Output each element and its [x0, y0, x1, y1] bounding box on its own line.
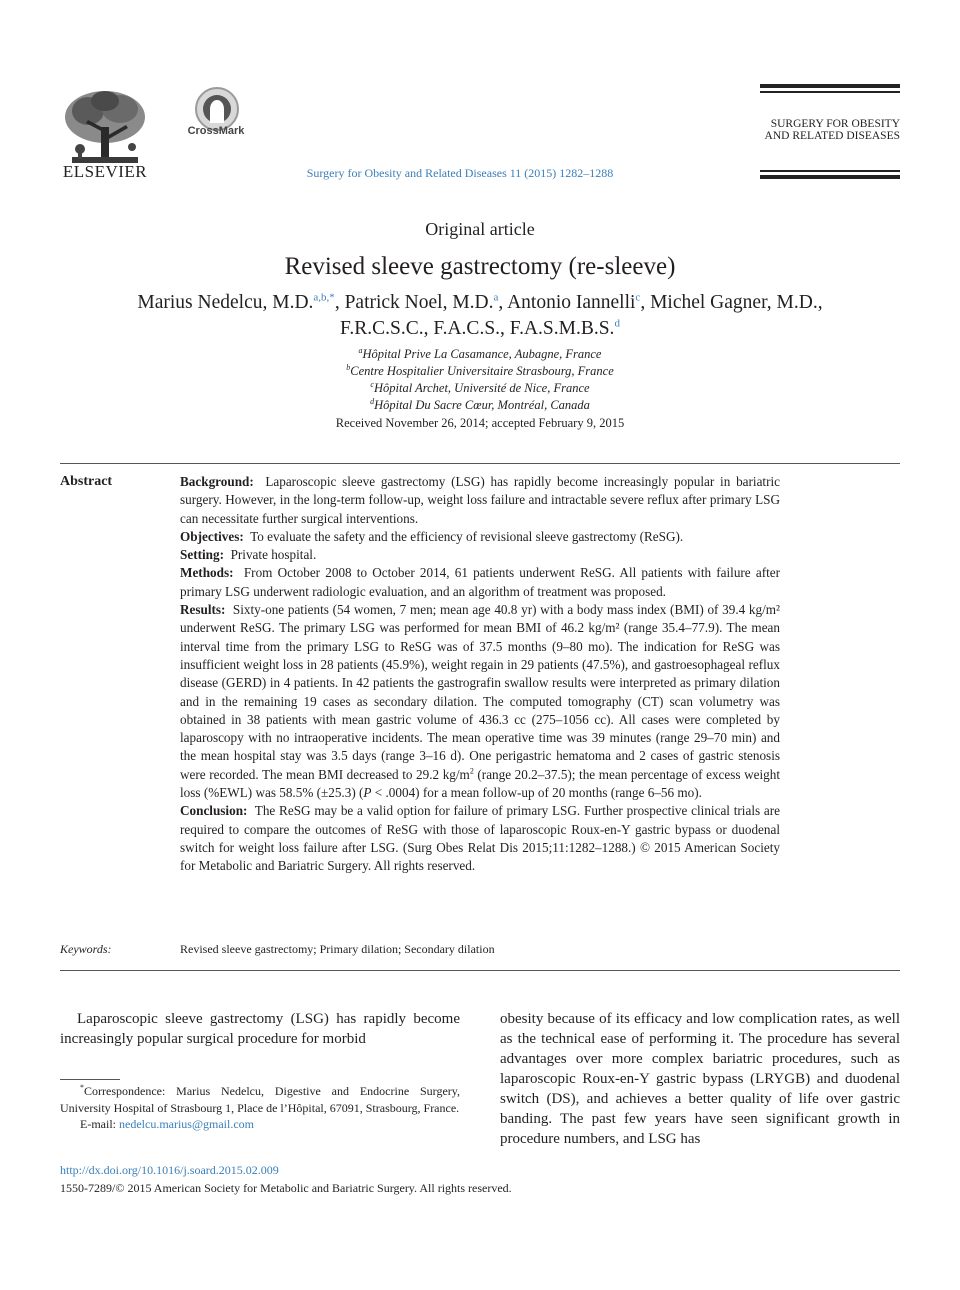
- affiliation-item: $^a$Hôpital Prive La Casamance, Aubagne, France: [358, 345, 602, 361]
- article-type: Original article: [425, 219, 535, 239]
- abstract-background: Background: Laparoscopic sleeve gastrectomy (LSG) has rapidly become increasingly popular in bariatric surgery. However, in the long-term follow-up, weight loss failure and intractable severe reflux after primary LSG can necessitate further surgical interventions.: [180, 474, 781, 526]
- author-name: , Antonio Iannelli: [498, 292, 636, 313]
- body-column-left: [60, 1009, 460, 1049]
- header-rule-top-thin: [760, 91, 900, 93]
- body-column-right: [500, 1009, 900, 1149]
- author-affiliation-mark[interactable]: d: [614, 317, 620, 330]
- abstract-heading: Abstract: [60, 474, 113, 489]
- publisher-name: ELSEVIER: [62, 162, 148, 181]
- abstract-conclusion: Conclusion: The ReSG may be a valid option for failure of primary LSG. Further prospective clinical trials are required to compare the outcomes of ReSG with those of laparoscopic Roux-en-Y gastric bypass or duodenal switch for weight loss failure after LSG. (Surg Obes Relat Dis 2015;11:1282–1288.) © 2015 American Society for Metabolic and Bariatric Surgery. All rights reserved.: [180, 803, 781, 874]
- affiliation-item: $^b$Centre Hospitalier Universitaire Strasbourg, France: [346, 362, 614, 378]
- crossmark-label: CrossMark: [187, 125, 245, 137]
- correspondence-text: Correspondence: Marius Nedelcu, Digestive and Endocrine Surgery, University Hospital of Strasbourg 1, Place de l’Hôpital, 67091, Strasbourg, France.: [60, 1084, 460, 1115]
- author-name: Marius Nedelcu, M.D.: [137, 292, 314, 313]
- abstract-methods: Methods: From October 2008 to October 2014, 61 patients underwent ReSG. All patients with failure after primary LSG underwent radiologic evaluation, and an algorithm of treatment was proposed.: [180, 565, 780, 599]
- author-name: , Michel Gagner, M.D.,: [640, 292, 823, 313]
- abstract-top-rule: [60, 463, 900, 464]
- correspondence-footnote: *Correspondence: Marius Nedelcu, Digestive and Endocrine Surgery, University Hospital of Strasbourg 1, Place de l’Hôpital, 67091, Strasbourg, France. E-mail: nedelcu.marius@gmail.com: [60, 1083, 460, 1131]
- author-list: [40, 290, 920, 342]
- author-affiliation-mark[interactable]: c: [635, 291, 641, 304]
- journal-brand: [740, 118, 900, 142]
- article-title: Revised sleeve gastrectomy (re-sleeve): [284, 253, 676, 280]
- doi-link[interactable]: http://dx.doi.org/10.1016/j.soard.2015.02.009: [60, 1163, 279, 1177]
- header-rule-top: [760, 84, 900, 88]
- keywords-value: Revised sleeve gastrectomy; Primary dilation; Secondary dilation: [180, 942, 495, 956]
- header-rule-bottom-thin: [760, 170, 900, 172]
- keywords-label: Keywords:: [60, 942, 112, 956]
- author-affiliation-mark[interactable]: a,b,*: [313, 291, 335, 304]
- email-link[interactable]: nedelcu.marius@gmail.com: [119, 1117, 255, 1131]
- body-paragraph: obesity because of its efficacy and low complication rates, as well as the technical ease of performing it. The procedure has several advantages over more complex bariatric procedures, such as laparoscopic Roux-en-Y gastric bypass (LRYGB) and duodenal switch (DS), and achieves a better quality of life over gastric banding. The past few years have seen significant growth in procedure numbers, and LSG has: [500, 1011, 900, 1147]
- body-paragraph: Laparoscopic sleeve gastrectomy (LSG) has rapidly become increasingly popular surgical procedure for morbid: [60, 1011, 460, 1047]
- abstract-objectives: Objectives: To evaluate the safety and the efficiency of revisional sleeve gastrectomy (ReSG).: [180, 528, 684, 544]
- header-rule-bottom: [760, 175, 900, 179]
- received-dates: Received November 26, 2014; accepted February 9, 2015: [335, 416, 625, 430]
- email-label: E-mail:: [80, 1117, 119, 1131]
- abstract-results: Results: Sixty-one patients (54 women, 7 men; mean age 40.8 yr) with a body mass index (BMI) of 39.4 kg/m² underwent ReSG. The primary LSG was performed for mean BMI of 46.2 kg/m² (range 35.4–77.9). The mean interval time from the primary LSG to ReSG was of 37.5 months (9–80 mo). The indication for ReSG was insufficient weight loss in 28 patients (45.9%), weight regain in 29 patients (47.5%), and gastroesophageal reflux disease (GERD) in 4 patients. In 42 patients the gastrografin swallow results were interpreted as primary dilation and in the remaining 19 cases as secondary dilation. The computed tomography (CT) scan volumetry was obtained in 38 patients with mean gastric volume of 436.3 cc (275–1056 cc). All cases were completed by laparoscopy with no intraoperative incidents. The mean operative time was 39 minutes (range 29–70 min) and the mean hospital stay was 3.5 days (range 3–16 d). One perigastric hematoma and 2 cases of gastric stenosis were recorded. The mean BMI decreased to 29.2 $kg/m^2$ (range 20.2–37.5); the mean percentage of excess weight loss (%EWL) was 58.5% (±25.3) (P < .0004) for a mean follow-up of 20 months (range 6–56 mo).: [180, 602, 781, 801]
- author-line-1: [40, 290, 920, 316]
- footnote-rule: [60, 1079, 120, 1080]
- author-line-2: [40, 316, 920, 342]
- affiliation-item: $^d$Hôpital Du Sacre Cœur, Montréal, Canada: [370, 396, 590, 412]
- journal-brand-line-1: SURGERY FOR OBESITY: [770, 118, 900, 130]
- affiliation-list: [0, 346, 960, 414]
- affiliation-item: $^c$Hôpital Archet, Université de Nice, France: [370, 379, 590, 395]
- journal-citation-link[interactable]: Surgery for Obesity and Related Diseases 11 (2015) 1282–1288: [306, 166, 614, 180]
- author-name: , Patrick Noel, M.D.: [334, 292, 494, 313]
- abstract-setting: Setting: Private hospital.: [180, 547, 317, 563]
- journal-brand-line-2: AND RELATED DISEASES: [764, 130, 900, 142]
- author-credentials: F.R.C.S.C., F.A.C.S., F.A.S.M.B.S.: [340, 318, 615, 339]
- copyright-line: 1550-7289/© 2015 American Society for Metabolic and Bariatric Surgery. All rights reserved.: [60, 1181, 512, 1195]
- abstract-body: [180, 473, 780, 876]
- abstract-bottom-rule: [60, 970, 900, 971]
- author-affiliation-mark[interactable]: a: [493, 291, 499, 304]
